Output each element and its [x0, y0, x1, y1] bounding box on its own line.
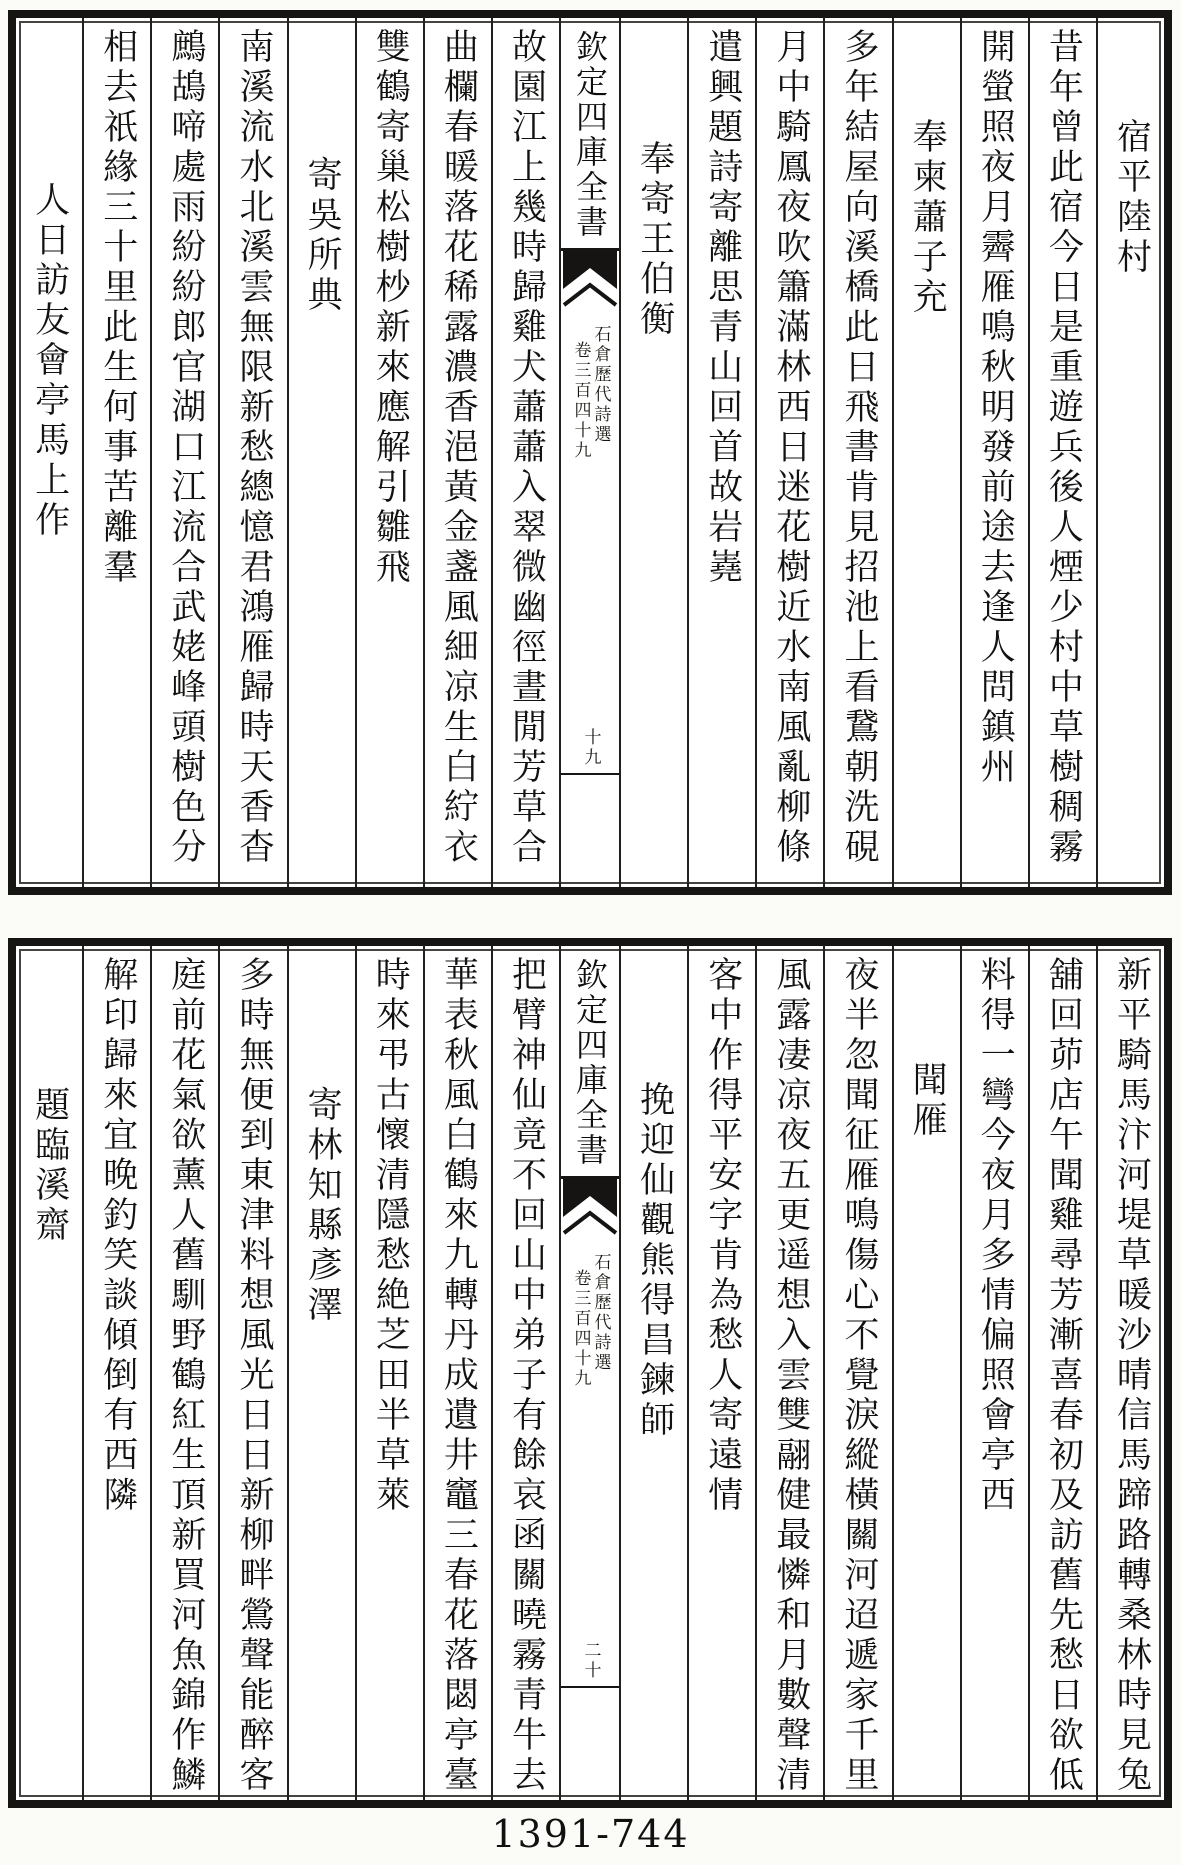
- poem-text: 解印歸來宜晚釣笑談傾倒有西隣: [97, 956, 138, 1516]
- banxin-book-title: 欽定四庫全書: [571, 30, 609, 240]
- poem-text: 多時無便到東津料想風光日日新柳畔鶯聲能醉客: [233, 956, 274, 1796]
- poem-text: 昔年曾此宿今日是重遊兵後人煙少村中草樹稠霧: [1043, 28, 1084, 868]
- poem-text-column: [150, 946, 218, 1800]
- poem-text-column: [355, 946, 423, 1800]
- poem-text: 料得一彎今夜月多情偏照會亭西: [975, 956, 1016, 1516]
- poem-title: 奉寄王伯衡: [634, 140, 675, 340]
- poem-title-column: [619, 18, 687, 887]
- poem-title-column: [1096, 18, 1164, 887]
- banxin-book-title: 欽定四庫全書: [571, 958, 609, 1168]
- poem-text-column: [423, 946, 491, 1800]
- poem-text: 風露凄凉夜五更遥想入雲雙翮健最憐和月數聲清: [770, 956, 811, 1796]
- poem-title: 挽迎仙觀熊得昌鍊師: [634, 1081, 675, 1441]
- poem-text-column: [218, 18, 286, 887]
- top-page-block: [8, 10, 1172, 895]
- poem-text-column: [823, 18, 891, 887]
- poem-text: 開螢照夜月霽雁鳴秋明發前途去逢人問鎮州: [975, 28, 1016, 788]
- poem-text-column: [218, 946, 286, 1800]
- banxin-work-title: 石倉歷代詩選: [590, 1253, 611, 1373]
- poem-text-column: [755, 18, 823, 887]
- banxin-volume-label: 卷三百四十九: [570, 341, 591, 461]
- poem-title: 寄吳所典: [302, 156, 343, 316]
- poem-text-column: [960, 18, 1028, 887]
- poem-title: 宿平陸村: [1111, 118, 1152, 278]
- banxin-page-area: [561, 728, 619, 775]
- poem-title: 寄林知縣彥澤: [302, 1086, 343, 1326]
- poem-text: 舖回茆店午聞雞尋芳漸喜春初及訪舊先愁日欲低: [1043, 956, 1084, 1796]
- poem-text-column: [491, 18, 559, 887]
- poem-text-column: [82, 18, 150, 887]
- poem-text-column: [150, 18, 218, 887]
- poem-text: 華表秋風白鶴來九轉丹成遺井竈三春花落閟亭臺: [438, 956, 479, 1796]
- poem-text: 相去祇緣三十里此生何事苦離羣: [97, 28, 138, 588]
- banxin-column: [559, 18, 619, 887]
- poem-title-column: [16, 18, 82, 887]
- poem-title: 題臨溪齋: [29, 1086, 70, 1246]
- poem-title-column: [16, 946, 82, 1800]
- poem-text: 客中作得平安字肯為愁人寄遠情: [702, 956, 743, 1516]
- banxin-page-number: 十九: [580, 728, 601, 768]
- banxin-page-area: [561, 1641, 619, 1688]
- poem-text-column: [1028, 18, 1096, 887]
- poem-text: 鷓鴣啼處雨紛紛郎官湖口江流合武姥峰頭樹色分: [165, 28, 206, 868]
- poem-text-column: [1096, 946, 1164, 1800]
- poem-text-column: [823, 946, 891, 1800]
- poem-text: 庭前花氣欲薰人舊馴野鶴紅生頂新買河魚錦作鱗: [165, 956, 206, 1796]
- poem-text-column: [960, 946, 1028, 1800]
- fishtail-icon: [562, 1179, 618, 1241]
- poem-title-column: [287, 18, 355, 887]
- poem-text-column: [423, 18, 491, 887]
- banxin-column: [559, 946, 619, 1800]
- banxin-work-title: 石倉歷代詩選: [590, 325, 611, 445]
- poem-title: 奉柬蕭子充: [907, 118, 948, 318]
- poem-text-column: [491, 946, 559, 1800]
- poem-text: 故園江上幾時歸雞犬蕭蕭入翠微幽徑晝閒芳草合: [506, 28, 547, 868]
- poem-text: 雙鶴寄巢松樹杪新來應解引雛飛: [370, 28, 411, 588]
- poem-text: 把臂神仙竟不回山中弟子有餘哀函關曉霧青牛去: [506, 956, 547, 1796]
- poem-title-column: [619, 946, 687, 1800]
- poem-text: 夜半忽聞征雁鳴傷心不覺淚縱橫關河迢遞家千里: [838, 956, 879, 1796]
- banxin-page-number: 二十: [580, 1641, 601, 1681]
- poem-title-column: [287, 946, 355, 1800]
- page-number-rule: [561, 1686, 619, 1688]
- banxin-volume-label: 卷三百四十九: [570, 1269, 591, 1389]
- poem-title-column: [892, 946, 960, 1800]
- poem-text: 南溪流水北溪雲無限新愁總憶君鴻雁歸時天香杳: [233, 28, 274, 868]
- poem-title: 人日訪友會亭馬上作: [29, 181, 70, 541]
- poem-text-column: [82, 946, 150, 1800]
- fishtail-icon: [562, 251, 618, 313]
- banxin-small-text: [572, 1253, 609, 1389]
- poem-text: 遣興題詩寄離思青山回首故岩嶤: [702, 28, 743, 588]
- page-number-rule: [561, 773, 619, 775]
- banxin-small-text: [572, 325, 609, 461]
- poem-text-column: [355, 18, 423, 887]
- poem-text: 月中騎鳳夜吹簫滿林西日迷花樹近水南風亂柳條: [770, 28, 811, 868]
- poem-title: 聞雁: [907, 1061, 948, 1141]
- poem-text: 新平騎馬汴河堤草暖沙晴信馬蹄路轉桑林時見兔: [1111, 956, 1152, 1796]
- poem-title-column: [892, 18, 960, 887]
- poem-text: 多年結屋向溪橋此日飛書肯見招池上看鵞朝洗硯: [838, 28, 879, 868]
- page-footer-number: 1391-744: [491, 1812, 690, 1856]
- poem-text: 曲欄春暖落花稀露濃香浥黃金盞風細凉生白紵衣: [438, 28, 479, 868]
- poem-text-column: [755, 946, 823, 1800]
- poem-text-column: [1028, 946, 1096, 1800]
- poem-text-column: [687, 946, 755, 1800]
- bottom-page-block: [8, 938, 1172, 1808]
- poem-text: 時來弔古懷清隱愁絶芝田半草萊: [370, 956, 411, 1516]
- poem-text-column: [687, 18, 755, 887]
